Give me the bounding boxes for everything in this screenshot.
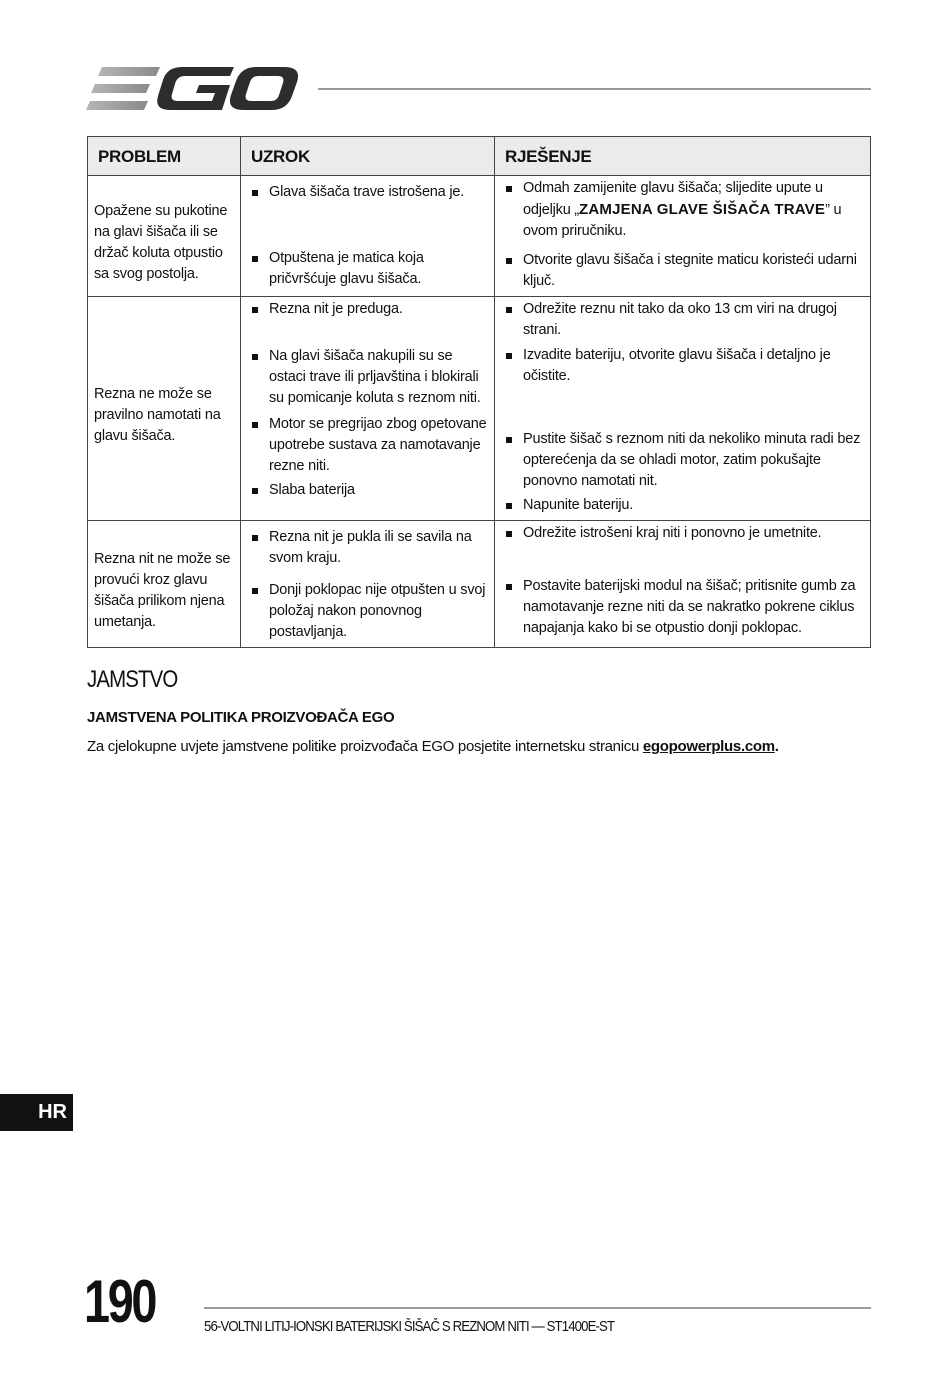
cause-cell xyxy=(241,521,495,648)
footer-rule xyxy=(204,1307,871,1309)
warranty-body: Za cjelokupne uvjete jamstvene politike proizvođača EGO posjetite internetsku stranicu xyxy=(87,738,643,755)
cause-item: Na glavi šišača nakupili su se ostaci trave ili prljavština i blokirali su pomicanje koluta s reznom niti. xyxy=(247,346,488,409)
warranty-period: . xyxy=(774,738,779,755)
solution-item xyxy=(501,178,864,242)
problem-cell: Rezna nit ne može se provući kroz glavu šišača prilikom njena umetanja. xyxy=(88,521,241,648)
cause-item: Glava šišača trave istrošena je. xyxy=(247,182,488,203)
solution-cell xyxy=(495,176,871,297)
warranty-subtitle: JAMSTVENA POLITIKA PROIZVOĐAČA EGO xyxy=(87,709,395,726)
cause-item: Slaba baterija xyxy=(247,480,488,501)
column-header-cause: UZROK xyxy=(241,137,495,176)
cause-cell xyxy=(241,176,495,297)
header-rule xyxy=(318,88,871,90)
table-row xyxy=(88,176,871,297)
solution-item: Pustite šišač s reznom niti da nekoliko minuta radi bez opterećenja da se ohladi motor, zatim pokušajte ponovno namotati nit. xyxy=(501,429,864,492)
solution-item: Odrežite reznu nit tako da oko 13 cm viri na drugoj strani. xyxy=(501,299,864,341)
solution-item: Postavite baterijski modul na šišač; pritisnite gumb za namotavanje rezne niti da se nakratko pokrene ciklus napajanja kako bi se otpustio donji poklopac. xyxy=(501,576,864,639)
cause-item: Otpuštena je matica koja pričvršćuje glavu šišača. xyxy=(247,248,488,290)
solution-item: Izvadite bateriju, otvorite glavu šišača i detaljno je očistite. xyxy=(501,345,864,387)
cause-cell xyxy=(241,297,495,521)
section-reference: ZAMJENA GLAVE ŠIŠAČA TRAVE xyxy=(579,201,826,218)
solution-text: ” u ovom priručniku. xyxy=(523,202,842,239)
column-header-solution: RJEŠENJE xyxy=(495,137,871,176)
troubleshooting-table xyxy=(87,136,871,648)
cause-item: Donji poklopac nije otpušten u svoj položaj nakon ponovnog postavljanja. xyxy=(247,580,488,643)
solution-item: Odrežite istrošeni kraj niti i ponovno je umetnite. xyxy=(501,523,864,544)
solution-cell xyxy=(495,297,871,521)
problem-cell: Rezna ne može se pravilno namotati na glavu šišača. xyxy=(88,297,241,521)
warranty-text xyxy=(87,738,779,755)
solution-cell xyxy=(495,521,871,648)
ego-logo xyxy=(86,64,300,114)
warranty-link[interactable]: egopowerplus.com xyxy=(642,738,775,755)
column-header-problem: PROBLEM xyxy=(88,137,241,176)
footer-product-title: 56-VOLTNI LITIJ-IONSKI BATERIJSKI ŠIŠAČ S REZNOM NITI — ST1400E-ST xyxy=(204,1318,615,1335)
table-header-row xyxy=(88,137,871,176)
cause-item: Rezna nit je preduga. xyxy=(247,299,488,320)
table-row xyxy=(88,521,871,648)
solution-item: Otvorite glavu šišača i stegnite maticu koristeći udarni ključ. xyxy=(501,250,864,292)
solution-text: Odmah zamijenite glavu šišača; slijedite upute u odjeljku „ xyxy=(523,180,823,218)
problem-cell: Opažene su pukotine na glavi šišača ili se držač koluta otpustio sa svog postolja. xyxy=(88,176,241,297)
page-number: 190 xyxy=(84,1268,156,1335)
solution-item: Napunite bateriju. xyxy=(501,495,864,516)
language-tab: HR xyxy=(0,1094,73,1131)
table-row xyxy=(88,297,871,521)
warranty-title: JAMSTVO xyxy=(87,666,178,693)
cause-item: Motor se pregrijao zbog opetovane upotrebe sustava za namotavanje rezne niti. xyxy=(247,414,488,477)
cause-item: Rezna nit je pukla ili se savila na svom kraju. xyxy=(247,527,488,569)
